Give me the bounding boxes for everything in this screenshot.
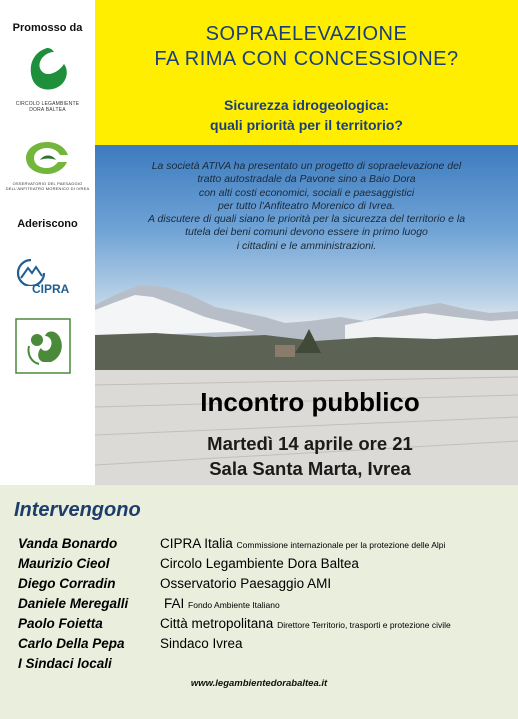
- subtitle-line-2: quali priorità per il territorio?: [210, 117, 403, 133]
- description-line: i cittadini e le amministrazioni.: [236, 239, 377, 252]
- event-venue: Sala Santa Marta, Ivrea: [209, 458, 411, 479]
- poster-header: [95, 0, 518, 145]
- speaker-name: Diego Corradin: [18, 576, 116, 591]
- speaker-org: Circolo Legambiente Dora Baltea: [160, 556, 359, 571]
- title-line-1: SOPRAELEVAZIONE: [205, 23, 408, 45]
- landscape-photo: [95, 145, 518, 485]
- speaker-org: Sindaco Ivrea: [160, 636, 243, 651]
- legambiente-logo-icon: [20, 44, 74, 96]
- speaker-name: Maurizio Cieol: [18, 556, 110, 571]
- description-line: per tutto l'Anfiteatro Morenico di Ivrea.: [217, 199, 396, 212]
- squirrel-logo-icon: [15, 318, 71, 374]
- sponsor-sidebar: [0, 0, 95, 485]
- speaker-name: Paolo Foietta: [18, 616, 103, 631]
- speaker-org: CIPRA Italia Commissione internazionale per la protezione delle Alpi: [160, 536, 446, 551]
- adhering-heading: Aderiscono: [17, 218, 78, 230]
- speaker-org: Osservatorio Paesaggio AMI: [160, 576, 332, 591]
- description-line: tutela dei beni comuni devono essere in primo luogo: [185, 226, 428, 239]
- description-line: La società ATIVA ha presentato un progetto di sopraelevazione del: [151, 160, 462, 172]
- speakers-section: [0, 485, 518, 719]
- promoted-by-heading: Promosso da: [12, 22, 83, 34]
- speaker-name: Carlo Della Pepa: [18, 636, 125, 651]
- speakers-heading: Intervengono: [14, 499, 141, 521]
- description-line: tratto autostradale da Pavone sino a Baio Dora: [197, 173, 416, 186]
- description-line: con alti costi economici, sociali e paesaggistici: [198, 186, 415, 199]
- description-line: A discutere di quali siano le priorità per la sicurezza del territorio e la: [147, 213, 466, 226]
- legambiente-caption: CIRCOLO LEGAMBIENTE DORA BALTEA: [15, 101, 80, 113]
- ami-logo-icon: [22, 138, 72, 178]
- speaker-name: Vanda Bonardo: [18, 536, 118, 551]
- event-title: Incontro pubblico: [200, 387, 420, 417]
- subtitle-line-1: Sicurezza idrogeologica:: [224, 97, 389, 113]
- speaker-org: FAI Fondo Ambiente Italiano: [164, 596, 280, 611]
- speaker-org: Città metropolitana Direttore Territorio, trasporti e protezione civile: [160, 616, 451, 631]
- cipra-label: CIPRA: [32, 282, 70, 296]
- event-description: [103, 160, 510, 253]
- website-link[interactable]: www.legambientedorabaltea.it: [190, 678, 328, 689]
- ami-caption: OSSERVATORIO DEL PAESAGGIO DELL'ANFITEATRO MORENICO DI IVREA: [5, 181, 90, 191]
- title-line-2: FA RIMA CON CONCESSIONE?: [154, 48, 459, 70]
- event-date: Martedì 14 aprile ore 21: [207, 433, 413, 454]
- speaker-name: Daniele Meregalli: [18, 596, 129, 611]
- speaker-name: I Sindaci locali: [18, 656, 112, 671]
